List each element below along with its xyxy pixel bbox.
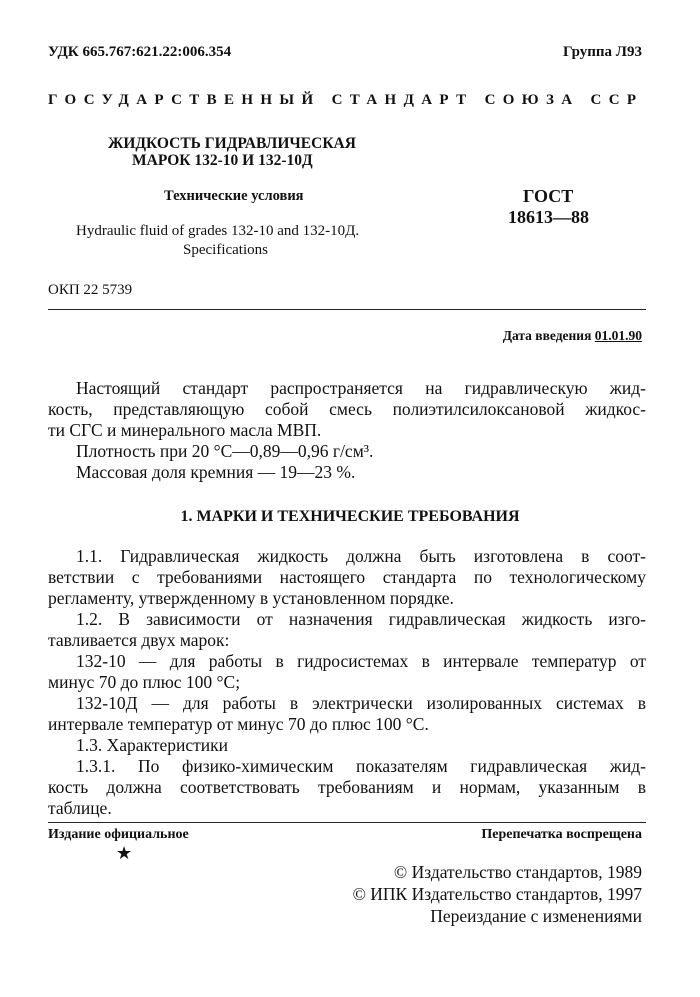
grade-132-10-line-2: минус 70 до плюс 100 °С; — [48, 672, 241, 692]
gost-number: 18613—88 — [508, 207, 589, 227]
clause-1-3-1-line-2: кость должна соответствовать требованиям и нормам, указанным в — [48, 777, 646, 797]
copyright-1989: © Издательство стандартов, 1989 — [393, 862, 642, 882]
intro-line-1: Настоящий стандарт распространяется на гидравлическую жид- — [76, 378, 646, 398]
intro-line-3: ти СГС и минерального масла МВП. — [48, 420, 322, 440]
divider-top — [48, 309, 646, 310]
star-icon: ★ — [116, 843, 133, 863]
clause-1-3: 1.3. Характеристики — [76, 735, 228, 755]
english-title-line2: Specifications — [183, 242, 268, 258]
intro-density: Плотность при 20 °С—0,89—0,96 г/см³. — [76, 441, 374, 461]
gost-label: ГОСТ — [523, 186, 574, 206]
intro-line-2: кость, представляющую собой смесь полиэтилсилоксановой жидкос- — [48, 399, 646, 419]
clause-1-2-line-1: 1.2. В зависимости от назначения гидравлическая жидкость изго- — [76, 609, 646, 629]
clause-1-2-line-2: тавливается двух марок: — [48, 630, 230, 650]
effective-date-label: Дата введения — [502, 328, 595, 343]
doc-title-line2: МАРОК 132-10 И 132-10Д — [132, 152, 313, 169]
effective-date-value: 01.01.90 — [594, 328, 642, 343]
clause-1-3-1-line-3: таблице. — [48, 798, 112, 818]
intro-silicon: Массовая доля кремния — 19—23 %. — [76, 462, 356, 482]
okp-code: ОКП 22 5739 — [48, 282, 133, 298]
reprint-notice: Перепечатка воспрещена — [481, 827, 642, 842]
grade-132-10d-line-1: 132-10Д — для работы в электрически изолированных системах в — [76, 693, 646, 713]
clause-1-1-line-3: регламенту, утвержденному в установленном порядке. — [48, 588, 454, 608]
clause-1-1-line-2: ветствии с требованиями настоящего стандарта по технологическому — [48, 567, 646, 587]
grade-132-10d-line-2: интервале температур от минус 70 до плюс 100 °С. — [48, 714, 429, 734]
udk-code: УДК 665.767:621.22:006.354 — [48, 44, 232, 60]
reissue-note: Переиздание с изменениями — [430, 906, 642, 926]
english-title-line1: Hydraulic fluid of grades 132-10 and 132-10Д. — [76, 223, 360, 239]
effective-date — [503, 328, 642, 344]
official-edition: Издание официальное — [48, 827, 189, 842]
clause-1-1-line-1: 1.1. Гидравлическая жидкость должна быть изготовлена в соот- — [76, 546, 646, 566]
doc-title-line1: ЖИДКОСТЬ ГИДРАВЛИЧЕСКАЯ — [108, 135, 356, 152]
doc-subtitle: Технические условия — [164, 188, 304, 204]
clause-1-3-1-line-1: 1.3.1. По физико-химическим показателям гидравлическая жид- — [76, 756, 646, 776]
group-code: Группа Л93 — [563, 44, 642, 60]
grade-132-10-line-1: 132-10 — для работы в гидросистемах в интервале температур от — [76, 651, 646, 671]
state-standard-heading: ГОСУДАРСТВЕННЫЙ СТАНДАРТ СОЮЗА ССР — [48, 92, 644, 108]
copyright-1997: © ИПК Издательство стандартов, 1997 — [352, 884, 642, 904]
divider-bottom — [48, 822, 646, 823]
section-1-heading: 1. МАРКИ И ТЕХНИЧЕСКИЕ ТРЕБОВАНИЯ — [180, 508, 520, 525]
